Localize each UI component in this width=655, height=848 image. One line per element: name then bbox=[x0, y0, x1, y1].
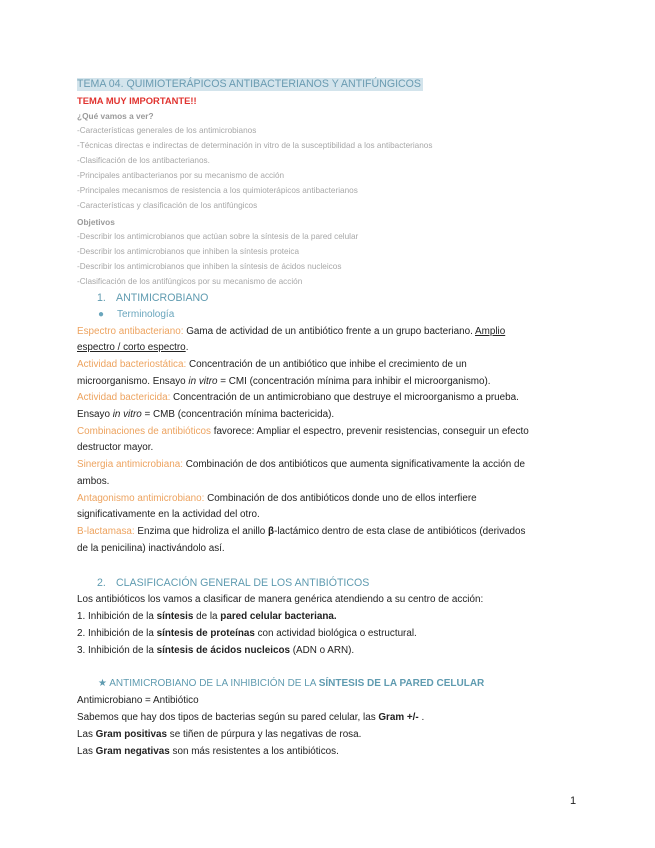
bullet-icon: ● bbox=[98, 309, 105, 320]
final-text: Las bbox=[77, 746, 96, 757]
what-item: -Características generales de los antimicrobianos bbox=[77, 126, 257, 135]
classif-bold: pared celular bacteriana. bbox=[220, 611, 337, 622]
def-sinergia bbox=[77, 459, 525, 471]
terminology-label: Terminología bbox=[117, 309, 175, 320]
what-heading: ¿Qué vamos a ver? bbox=[77, 111, 154, 121]
def-term: Actividad bacteriostática: bbox=[77, 359, 187, 370]
classif-bold: síntesis bbox=[156, 611, 194, 622]
def-blactamasa bbox=[77, 526, 525, 538]
final-line-3 bbox=[77, 729, 361, 741]
classif-bold: síntesis de ácidos nucleicos bbox=[156, 645, 290, 656]
def-combinaciones bbox=[77, 426, 529, 438]
star-icon: ★ bbox=[98, 678, 107, 689]
def-text: Combinación de dos antibióticos que aumenta significativamente la acción de bbox=[182, 459, 525, 470]
def-text: -lactámico dentro de esta clase de antibióticos (derivados bbox=[274, 526, 526, 537]
def-bactericida bbox=[77, 392, 519, 404]
final-text: se tiñen de púrpura y las negativas de rosa. bbox=[167, 729, 362, 740]
classif-text: 1. Inhibición de la bbox=[77, 611, 157, 622]
classif-text: 3. Inhibición de la bbox=[77, 645, 157, 656]
what-item: -Principales antibacterianos por su mecanismo de acción bbox=[77, 171, 285, 180]
def-text: favorece: Ampliar el espectro, prevenir resistencias, conseguir un efecto bbox=[210, 426, 529, 437]
def-text: Combinación de dos antibióticos donde uno de ellos interfiere bbox=[204, 493, 477, 504]
section-1-title: ANTIMICROBIANO bbox=[116, 292, 209, 304]
final-line-2 bbox=[77, 712, 424, 724]
classif-item-2 bbox=[77, 628, 417, 640]
def-blactamasa-cont: de la penicilina) inactivándolo así. bbox=[77, 543, 225, 554]
final-text: son más resistentes a los antibióticos. bbox=[169, 746, 339, 757]
what-item: -Características y clasificación de los antifúngicos bbox=[77, 201, 258, 210]
objective-item: -Clasificación de los antifúngicos por su mecanismo de acción bbox=[77, 277, 303, 286]
final-text: Sabemos que hay dos tipos de bacterias según su pared celular, las bbox=[77, 712, 379, 723]
def-text: = CMI (concentración mínima para inhibir el microorganismo). bbox=[217, 376, 491, 387]
classif-text: 2. Inhibición de la bbox=[77, 628, 157, 639]
def-underline: Amplio bbox=[475, 326, 506, 337]
def-term: Sinergia antimicrobiana: bbox=[77, 459, 183, 470]
def-term: Actividad bactericida: bbox=[77, 392, 171, 403]
section-2-heading bbox=[97, 577, 369, 589]
classif-text: de la bbox=[193, 611, 221, 622]
final-bold: Gram +/- bbox=[378, 712, 419, 723]
what-item: -Principales mecanismos de resistencia a los quimioterápicos antibacterianos bbox=[77, 186, 358, 195]
what-item: -Técnicas directas e indirectas de determinación in vitro de la susceptibilidad a los antibacterianos bbox=[77, 141, 433, 150]
def-italic: in vitro bbox=[188, 376, 218, 387]
def-bactericida-cont bbox=[77, 409, 334, 421]
page-number: 1 bbox=[570, 795, 577, 807]
def-combinaciones-cont: destructor mayor. bbox=[77, 442, 154, 453]
objective-item: -Describir los antimicrobianos que inhiben la síntesis proteica bbox=[77, 247, 300, 256]
classif-bold: síntesis de proteínas bbox=[156, 628, 255, 639]
pared-celular-heading bbox=[98, 678, 484, 690]
def-text: . bbox=[185, 342, 189, 353]
def-antagonismo bbox=[77, 493, 477, 505]
final-bold: Gram positivas bbox=[95, 729, 168, 740]
def-text: Concentración de un antibiótico que inhibe el crecimiento de un bbox=[186, 359, 467, 370]
def-term: Combinaciones de antibióticos bbox=[77, 426, 211, 437]
classif-item-3 bbox=[77, 645, 354, 657]
terminology-item bbox=[98, 309, 174, 321]
section-1-heading bbox=[97, 292, 208, 304]
classif-intro: Los antibióticos los vamos a clasificar de manera genérica atendiendo a su centro de acción: bbox=[77, 594, 484, 605]
document-title: TEMA 04. QUIMIOTERÁPICOS ANTIBACTERIANOS Y ANTIFÚNGICOS bbox=[77, 78, 421, 90]
section-2-number: 2. bbox=[97, 577, 106, 589]
def-text: microorganismo. Ensayo bbox=[77, 376, 189, 387]
classif-text: con actividad biológica o estructural. bbox=[254, 628, 417, 639]
final-bold: Gram negativas bbox=[95, 746, 170, 757]
section-2-title: CLASIFICACIÓN GENERAL DE LOS ANTIBIÓTICOS bbox=[116, 577, 370, 589]
def-bacteriostatica-cont bbox=[77, 376, 491, 388]
section-1-number: 1. bbox=[97, 292, 106, 304]
def-bacteriostatica bbox=[77, 359, 467, 371]
final-line-4 bbox=[77, 746, 339, 758]
important-note: TEMA MUY IMPORTANTE!! bbox=[77, 95, 197, 106]
objectives-heading: Objetivos bbox=[77, 217, 115, 227]
def-text: Ensayo bbox=[77, 409, 113, 420]
final-text: . bbox=[418, 712, 425, 723]
def-espectro bbox=[77, 326, 505, 338]
def-espectro-cont bbox=[77, 342, 188, 354]
def-term: Espectro antibacteriano: bbox=[77, 326, 184, 337]
objective-item: -Describir los antimicrobianos que actúan sobre la síntesis de la pared celular bbox=[77, 232, 359, 241]
what-item: -Clasificación de los antibacterianos. bbox=[77, 156, 210, 165]
def-underline: espectro / corto espectro bbox=[77, 342, 186, 353]
def-term: B-lactamasa: bbox=[77, 526, 135, 537]
def-text: Concentración de un antimicrobiano que destruye el microorganismo a prueba. bbox=[170, 392, 519, 403]
def-antagonismo-cont: significativamente en la actividad del otro. bbox=[77, 509, 260, 520]
def-text: Enzima que hidroliza el anillo bbox=[134, 526, 269, 537]
def-term: Antagonismo antimicrobiano: bbox=[77, 493, 205, 504]
classif-text: (ADN o ARN). bbox=[289, 645, 355, 656]
final-text: Las bbox=[77, 729, 96, 740]
final-line-1: Antimicrobiano = Antibiótico bbox=[77, 695, 199, 706]
heading-bold: SÍNTESIS DE LA PARED CELULAR bbox=[318, 678, 485, 689]
def-text: Gama de actividad de un antibiótico frente a un grupo bacteriano. bbox=[183, 326, 476, 337]
objective-item: -Describir los antimicrobianos que inhiben la síntesis de ácidos nucleicos bbox=[77, 262, 342, 271]
def-italic: in vitro bbox=[112, 409, 142, 420]
def-sinergia-cont: ambos. bbox=[77, 476, 110, 487]
heading-text: ANTIMICROBIANO DE LA INHIBICIÓN DE LA bbox=[109, 678, 319, 689]
def-text: = CMB (concentración mínima bactericida). bbox=[141, 409, 335, 420]
classif-item-1 bbox=[77, 611, 337, 623]
def-beta: β bbox=[268, 526, 275, 537]
